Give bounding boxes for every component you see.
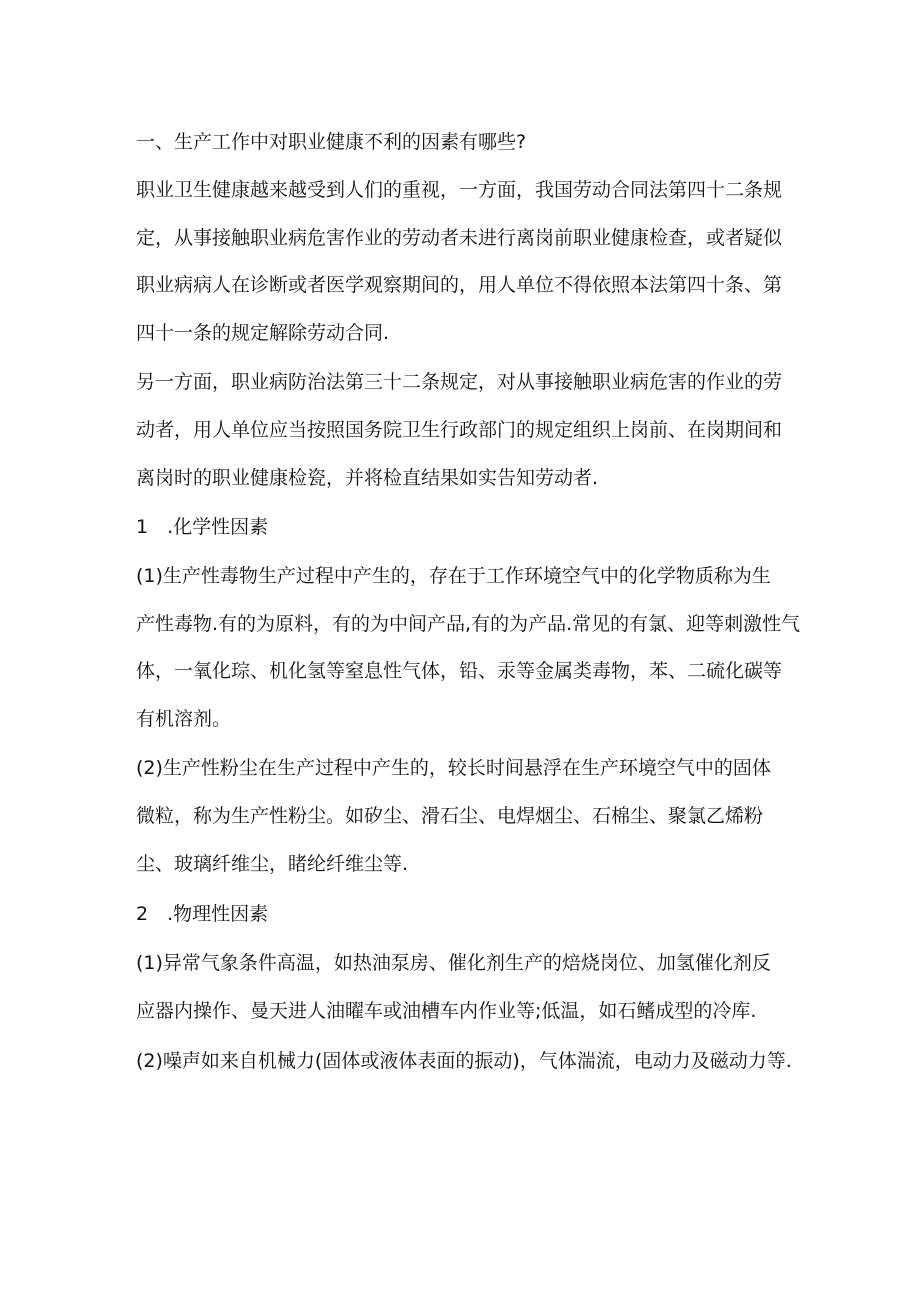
section2-item2-line1: (2)噪声如来自机械力(固体或液体表面的振动)，气体湍流，电动力及磁动力等. bbox=[136, 1050, 792, 1072]
section1-item2-line2: 微粒，称为生产性粉尘。如矽尘、滑石尘、电焊烟尘、石棉尘、聚氯乙烯粉 bbox=[136, 805, 764, 827]
section1-item1-line1: (1)生产性毒物生产过程中产生的，存在于工作环境空气中的化学物质称为生 bbox=[136, 565, 771, 587]
section1-item1-line3: 体，一氧化琮、机化氢等窒息性气体，铅、汞等金属类毒物，苯、二硫化碳等 bbox=[136, 660, 783, 682]
document-heading: 一、生产工作中对职业健康不利的因素有哪些? bbox=[136, 131, 527, 153]
section1-item2-line3: 尘、玻璃纤维尘，睹纶纤维尘等. bbox=[136, 853, 409, 875]
section1-item2-line1: (2)生产性粉尘在生产过程中产生的，较长时间悬浮在生产环境空气中的固体 bbox=[136, 757, 771, 779]
para2-line1: 另一方面，职业病防治法第三十二条规定，对从事接触职业病危害的作业的劳 bbox=[136, 371, 783, 393]
para1-line3: 职业病病人在诊断或者医学观察期间的，用人单位不得依照本法第四十条、第 bbox=[136, 274, 783, 296]
para1-line1: 职业卫生健康越来越受到人们的重视，一方面，我国劳动合同法第四十二条规 bbox=[136, 179, 783, 201]
section1-item1-line2: 产性毒物.有的为原料，有的为中间产品,有的为产品.常见的有氯、迎等刺激性气 bbox=[136, 613, 801, 635]
para2-line3: 离岗时的职业健康检瓷，并将检直结果如实告知劳动者. bbox=[136, 467, 599, 489]
section2-title: 2 .物理性因素 bbox=[136, 903, 269, 925]
para2-line2: 动者，用人单位应当按照国务院卫生行政部门的规定组织上岗前、在岗期间和 bbox=[136, 419, 783, 441]
section1-title: 1 .化学性因素 bbox=[136, 516, 269, 538]
section1-item1-line4: 有机溶剂。 bbox=[136, 708, 232, 730]
section2-item1-line1: (1)异常气象条件高温，如热油泵房、催化剂生产的焙烧岗位、加氢催化剂反 bbox=[136, 952, 771, 974]
para1-line2: 定，从事接触职业病危害作业的劳动者未进行离岗前职业健康检查，或者疑似 bbox=[136, 227, 783, 249]
section2-item1-line2: 应器内操作、曼天进人油曜车或油槽车内作业等;低温，如石鳍成型的冷库. bbox=[136, 1000, 757, 1022]
para1-line4: 四十一条的规定解除劳动合同. bbox=[136, 322, 390, 344]
